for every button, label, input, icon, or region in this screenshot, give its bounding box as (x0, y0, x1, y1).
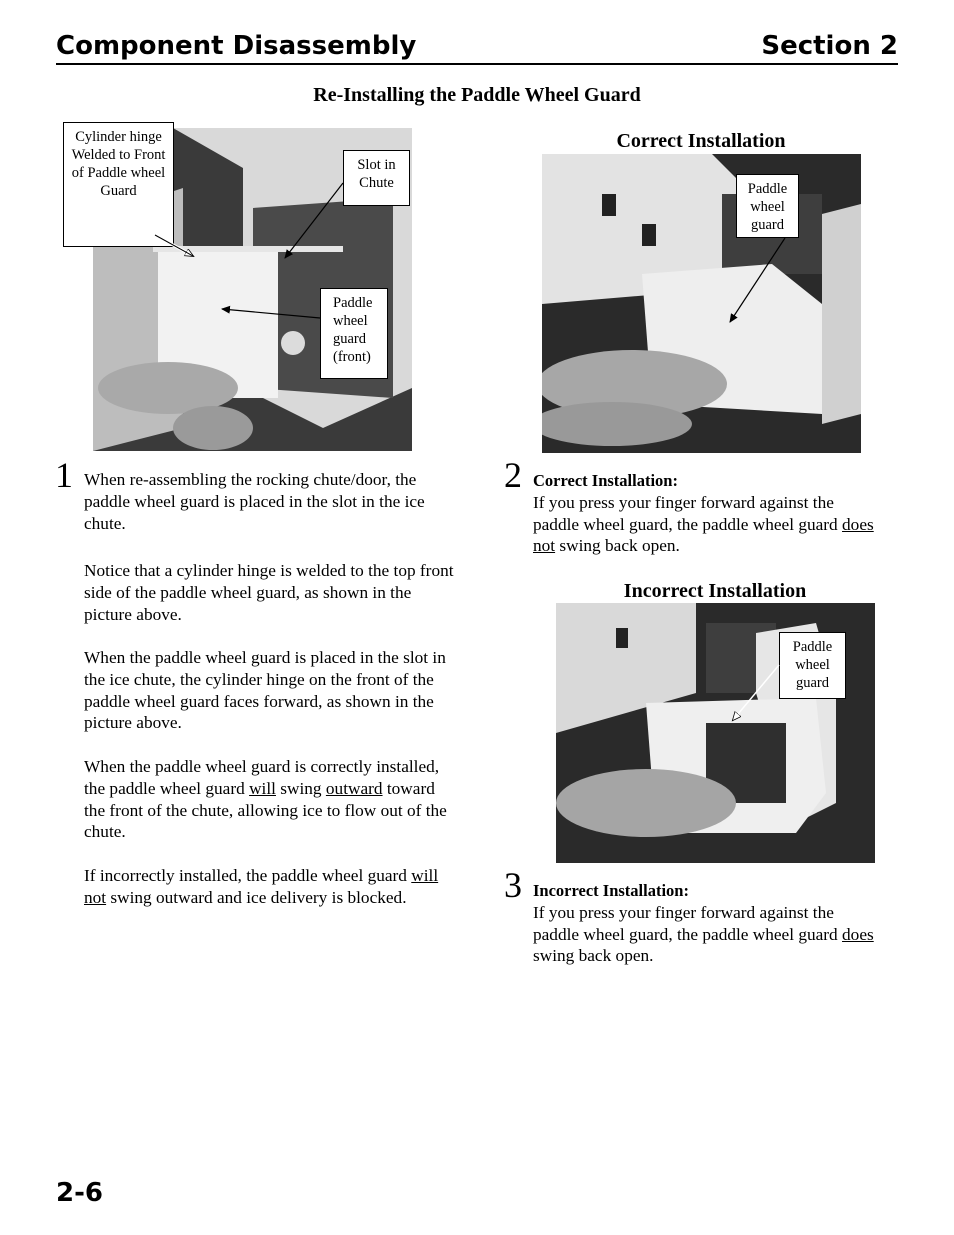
step-1-p4-outward: outward (325, 778, 383, 798)
step-1-paragraph-2: Notice that a cylinder hinge is welded to the top front side of the paddle wheel guard, as shown in the picture above. (84, 561, 454, 624)
page-number: 2-6 (56, 1178, 103, 1208)
step-1-p4-will: will (249, 778, 276, 798)
step-3-text-a: If you press your finger forward against the paddle wheel guard, the paddle wheel guard (533, 902, 843, 944)
correct-installation-title: Correct Installation (616, 130, 786, 152)
callout-guard-incorrect: Paddle wheel guard (779, 632, 846, 699)
step-1-p5-will-not: will not (84, 866, 439, 907)
chapter-title: Component Disassembly (56, 31, 417, 61)
figure-2-photo (542, 154, 861, 453)
step-2-text-a: If you press your finger forward against the paddle wheel guard, the paddle wheel guard (533, 492, 843, 534)
step-1-number: 1 (55, 455, 73, 495)
step-2-text-b: swing back open. (555, 536, 680, 556)
page-header (56, 30, 898, 65)
callout-cylinder-hinge: Cylinder hinge Welded to Front of Paddle wheel Guard (63, 122, 174, 247)
step-1-p4-text-b: swing (275, 778, 326, 798)
step-1-paragraph-5 (84, 865, 454, 909)
step-1-p4-text-c: toward the front of the chute, allowing ice to flow out of the chute. (84, 778, 447, 842)
step-2-number: 2 (504, 455, 522, 495)
step-2-does-not: does not (533, 514, 874, 556)
step-1-paragraph-3: When the paddle wheel guard is placed in the slot in the ice chute, the cylinder hinge on the front of the paddle wheel guard faces forward, as shown in the picture above. (84, 648, 446, 733)
step-3-number: 3 (504, 865, 522, 905)
step-1-paragraph-4 (84, 756, 454, 843)
step-3-text (533, 880, 878, 967)
step-1-p5-text-b: swing outward and ice delivery is blocked. (106, 887, 407, 907)
callout-slot-in-chute: Slot in Chute (343, 150, 410, 206)
step-2-lead: Correct Installation: (533, 471, 678, 490)
callout-guard-front: Paddle wheel guard (front) (320, 288, 388, 379)
step-3-lead: Incorrect Installation: (533, 881, 689, 900)
step-2-text (533, 470, 878, 557)
incorrect-installation-title: Incorrect Installation (623, 580, 807, 602)
step-3-text-b: swing back open. (533, 946, 654, 966)
step-1-paragraph-1: When re-assembling the rocking chute/door, the paddle wheel guard is placed in the slot in the ice chute. (84, 470, 425, 533)
step-3-does: does (842, 924, 874, 944)
section-label: Section 2 (761, 31, 898, 61)
step-1-p5-text-a: If incorrectly installed, the paddle wheel guard (84, 866, 412, 885)
callout-guard-correct: Paddle wheel guard (736, 174, 799, 238)
step-1-p4-text-a: When the paddle wheel guard is correctly installed, the paddle wheel guard (84, 757, 440, 798)
page-subtitle: Re-Installing the Paddle Wheel Guard (313, 84, 641, 106)
